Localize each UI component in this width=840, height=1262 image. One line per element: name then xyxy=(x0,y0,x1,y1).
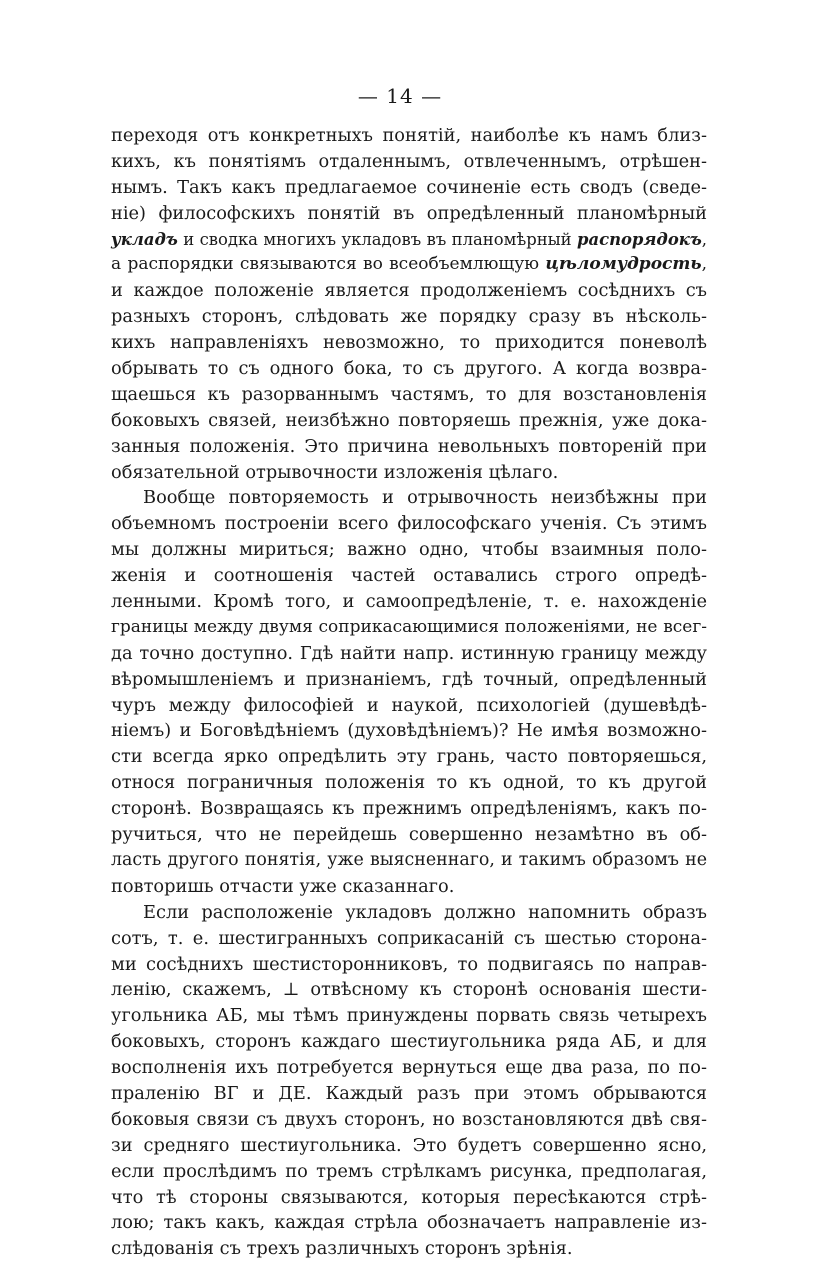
text-line xyxy=(111,408,707,434)
text-run: границы между двумя соприкасающимися положеніями, не всег- xyxy=(111,616,707,637)
text-run: повторишь отчасти уже сказаннаго. xyxy=(111,875,455,897)
text-line xyxy=(111,252,707,278)
text-line xyxy=(111,382,707,408)
text-run: а распорядки связываются во всеобъемлющую xyxy=(111,254,546,275)
text-line xyxy=(111,563,707,589)
text-line xyxy=(111,1159,707,1185)
text-line xyxy=(111,977,707,1003)
text-line xyxy=(111,1055,707,1081)
text-run: восполненія ихъ потребуется вернуться еще два раза, по по- xyxy=(111,1057,707,1079)
text-line xyxy=(111,175,707,201)
text-run: ми сосѣднихъ шестисторонниковъ, то подвигаясь по направ- xyxy=(111,953,707,975)
text-run: ручиться, что не перейдешь совершенно незамѣтно въ об- xyxy=(111,824,707,846)
text-line xyxy=(111,304,707,330)
text-line xyxy=(111,926,707,952)
text-line xyxy=(111,693,707,719)
text-run: обрывать то съ одного бока, то съ другого. А когда возвра- xyxy=(111,358,707,380)
text-run: нымъ. Такъ какъ предлагаемое сочиненіе есть сводъ (сведе- xyxy=(111,176,707,198)
text-line xyxy=(111,1107,707,1133)
text-line xyxy=(111,1210,707,1236)
page-number: — 14 — xyxy=(357,84,443,108)
text-line xyxy=(111,822,707,848)
text-run: боковыя связи съ двухъ сторонъ, но возстановляются двѣ свя- xyxy=(111,1108,707,1130)
text-run: боковыхъ, сторонъ каждаго шестиугольника ряда АБ, и для xyxy=(111,1031,707,1053)
text-run: переходя отъ конкретныхъ понятій, наиболѣе къ намъ близ- xyxy=(111,125,707,146)
text-line xyxy=(111,641,707,667)
emphasized-term: укладъ xyxy=(111,229,178,249)
text-run: разныхъ сторонъ, слѣдовать же порядку сразу въ нѣсколь- xyxy=(111,306,707,328)
text-run: мы должны мириться; важно одно, чтобы взаимныя поло- xyxy=(111,539,707,561)
text-run: сотъ, т. е. шестигранныхъ соприкасаній съ шестью сторона- xyxy=(111,927,707,949)
text-run: ленными. Кромѣ того, и самоопредѣленіе, т. е. нахожденіе xyxy=(111,591,707,613)
text-line xyxy=(111,356,707,382)
text-line xyxy=(111,511,707,537)
text-run: ніе) философскихъ понятій въ опредѣленный планомѣрный xyxy=(111,202,707,224)
text-run: сти всегда ярко опредѣлить эту грань, часто повторяешься, xyxy=(111,746,707,768)
text-line xyxy=(111,848,707,874)
text-line xyxy=(111,952,707,978)
text-run: чуръ между философіей и наукой, психологіей (душевѣдѣ- xyxy=(111,694,707,716)
text-run: что тѣ стороны связываются, которыя пересѣкаются стрѣ- xyxy=(111,1186,707,1208)
text-line xyxy=(111,1133,707,1159)
text-line xyxy=(111,770,707,796)
text-line xyxy=(111,227,707,253)
text-run: обязательной отрывочности изложенія цѣлаго. xyxy=(111,461,559,483)
text-line xyxy=(111,1236,707,1262)
text-line xyxy=(111,123,707,149)
text-run: относя пограничныя положенія то къ одной, то къ другой xyxy=(111,772,707,794)
text-line xyxy=(111,718,707,744)
text-line xyxy=(111,667,707,693)
text-line xyxy=(111,1081,707,1107)
text-run: вѣромышленіемъ и признаніемъ, гдѣ точный, опредѣленный xyxy=(111,668,707,690)
text-line xyxy=(111,201,707,227)
text-run: кихъ, къ понятіямъ отдаленнымъ, отвлеченнымъ, отрѣшен- xyxy=(111,150,707,172)
paragraph xyxy=(111,123,707,485)
text-line xyxy=(111,537,707,563)
text-line xyxy=(111,460,707,486)
text-run: да точно доступно. Гдѣ найти напр. истинную границу между xyxy=(111,642,707,664)
text-line xyxy=(111,434,707,460)
text-run: праленію ВГ и ДЕ. Каждый разъ при этомъ обрываются xyxy=(111,1082,707,1104)
emphasized-term: цѣломудрость xyxy=(545,254,702,275)
text-line xyxy=(111,278,707,304)
text-run: зи средняго шестиугольника. Это будетъ совершенно ясно, xyxy=(111,1134,707,1156)
text-line xyxy=(111,330,707,356)
text-run: слѣдованія съ трехъ различныхъ сторонъ зрѣнія. xyxy=(111,1238,573,1260)
emphasized-term: распорядокъ xyxy=(577,229,702,249)
text-run: угольника АБ, мы тѣмъ принуждены порвать связь четырехъ xyxy=(111,1005,707,1027)
text-line xyxy=(111,1003,707,1029)
text-run: щаешься къ разорваннымъ частямъ, то для возстановленія xyxy=(111,383,707,405)
text-run: , xyxy=(701,254,707,275)
text-run: лою; такъ какъ, каждая стрѣла обозначаетъ направленіе из- xyxy=(111,1212,707,1234)
text-line xyxy=(111,589,707,615)
text-run: , xyxy=(701,229,707,249)
text-line xyxy=(111,1029,707,1055)
text-line xyxy=(111,485,707,511)
text-line xyxy=(111,796,707,822)
paragraph xyxy=(111,485,707,899)
text-run: женія и соотношенія частей оставались строго опредѣ- xyxy=(111,565,707,587)
text-run: ніемъ) и Боговѣдѣніемъ (духовѣдѣніемъ)? Не имѣя возможно- xyxy=(111,720,707,742)
text-run: ленію, скажемъ, ⊥ отвѣсному къ сторонѣ основанія шести- xyxy=(111,979,707,1001)
text-line xyxy=(111,1185,707,1211)
text-run: ласть другого понятія, уже выясненнаго, и такимъ образомъ не xyxy=(111,849,707,870)
text-run: сторонѣ. Возвращаясь къ прежнимъ опредѣленіямъ, какъ по- xyxy=(111,798,707,820)
text-line xyxy=(111,874,707,900)
text-run: если прослѣдимъ по тремъ стрѣлкамъ рисунка, предполагая, xyxy=(111,1160,707,1182)
text-line xyxy=(111,149,707,175)
paragraph xyxy=(111,900,707,1262)
text-run: и каждое положеніе является продолженіемъ сосѣднихъ съ xyxy=(111,280,707,302)
text-run: объемномъ построеніи всего философскаго ученія. Съ этимъ xyxy=(111,513,707,535)
text-line xyxy=(111,744,707,770)
text-run: Если расположеніе укладовъ должно напомнить образъ xyxy=(143,901,707,923)
text-line xyxy=(111,615,707,641)
text-line xyxy=(111,900,707,926)
text-run: боковыхъ связей, неизбѣжно повторяешь прежнія, уже дока- xyxy=(111,409,707,431)
body-text xyxy=(111,123,707,1262)
text-run: кихъ направленіяхъ невозможно, то приходится поневолѣ xyxy=(111,332,707,354)
text-run: Вообще повторяемость и отрывочность неизбѣжны при xyxy=(143,487,707,509)
text-run: занныя положенія. Это причина невольныхъ повтореній при xyxy=(111,435,707,457)
text-run: и сводка многихъ укладовъ въ планомѣрный xyxy=(177,229,578,249)
